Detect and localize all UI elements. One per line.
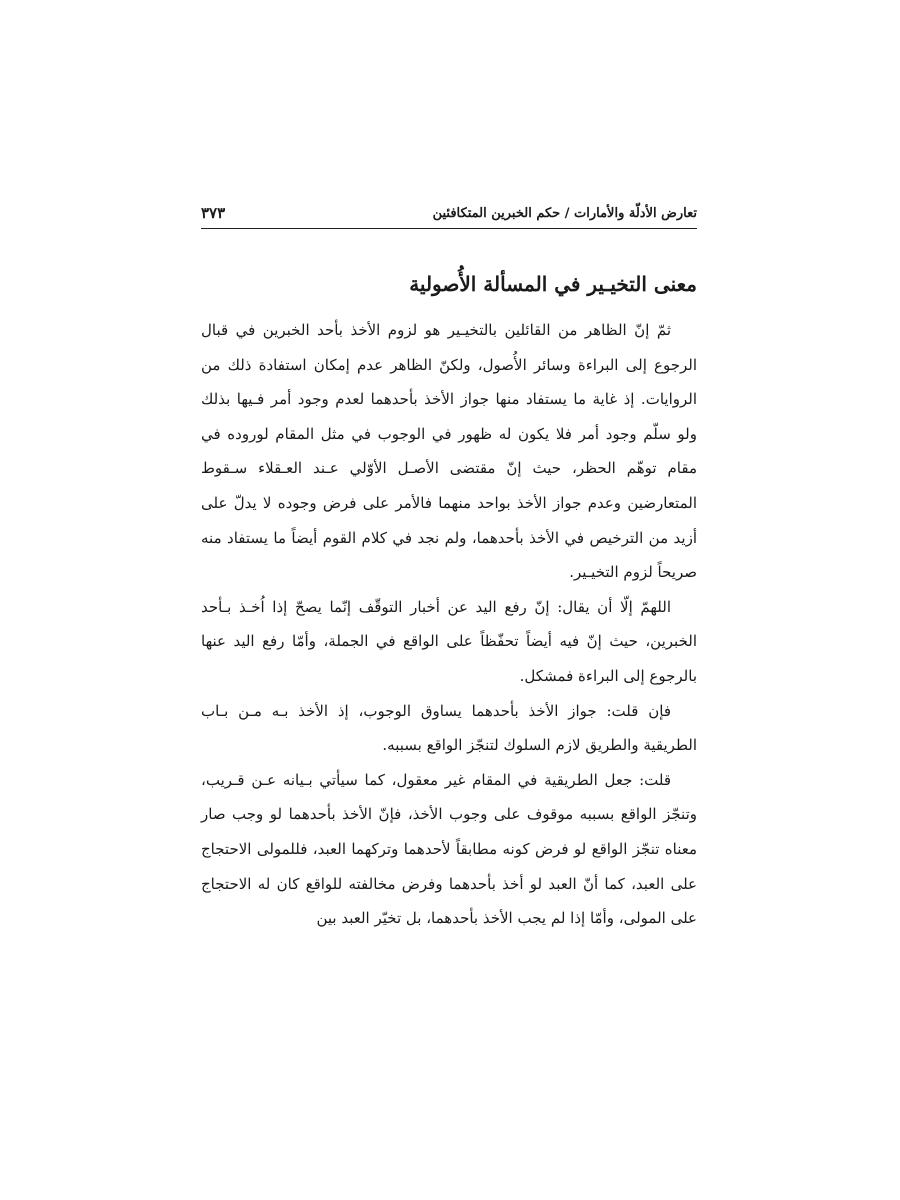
page-number: ٣٧٣: [201, 204, 226, 222]
paragraph: ثمّ إنّ الظاهر من القائلين بالتخيـير هو لزوم الأخذ بأحد الخبرين في قبال الرجوع إلى البراءة وسائر الأُصول، ولكنّ الظاهر عدم إمكان استفادة ذلك من الروايات. إذ غاية ما يستفاد منها جواز الأخذ بأحدهما لعدم وجود أمر فـيها بذلك ولو سلّم وجود أمر فلا يكون له ظهور في الوجوب في مثل المقام لوروده في مقام توهّم الحظر، حيث إنّ مقتضى الأصـل الأوّلي عـند العـقلاء سـقوط المتعارضين وعدم جواز الأخذ بواحد منهما فالأمر على فرض وجوده لا يدلّ على أزيد من الترخيص في الأخذ بأحدهما، ولم نجد في كلام القوم أيضاً ما يستفاد منه صريحاً لزوم التخيـير.: [201, 321, 697, 582]
header-divider: [201, 228, 697, 229]
paragraph: فإن قلت: جواز الأخذ بأحدهما يساوق الوجوب، إذ الأخذ بـه مـن بـاب الطريقية والطريق لازم السلوك لتنجّز الواقع بسببه.: [201, 701, 697, 755]
body-text: [201, 265, 697, 936]
running-header: [201, 200, 697, 226]
header-title: تعارض الأدلّة والأمارات / حكم الخبرين المتكافئين: [432, 205, 697, 221]
paragraph: اللهمّ إلّا أن يقال: إنّ رفع اليد عن أخبار التوقّف إنّما يصحّ إذا اُخـذ بـأحد الخبرين، حيث إنّ فيه أيضاً تحفّظاً على الواقع في الجملة، وأمّا رفع اليد عنها بالرجوع إلى البراءة فمشكل.: [201, 597, 697, 685]
paragraph: قلت: جعل الطريقية في المقام غير معقول، كما سيأتي بـيانه عـن قـريب، وتنجّز الواقع بسببه موقوف على وجوب الأخذ، فإنّ الأخذ بأحدهما لو وجب صار معناه تنجّز الواقع لو فرض كونه مطابقاً لأحدهما وتركهما العبد، فللمولى الاحتجاج على العبد، كما أنّ العبد لو أخذ بأحدهما وفرض مخالفته للواقع كان له الاحتجاج على المولى، وأمّا إذا لم يجب الأخذ بأحدهما، بل تخيّر العبد بين: [201, 770, 697, 928]
section-heading: معنى التخيـير في المسألة الأُصولية: [409, 272, 697, 296]
